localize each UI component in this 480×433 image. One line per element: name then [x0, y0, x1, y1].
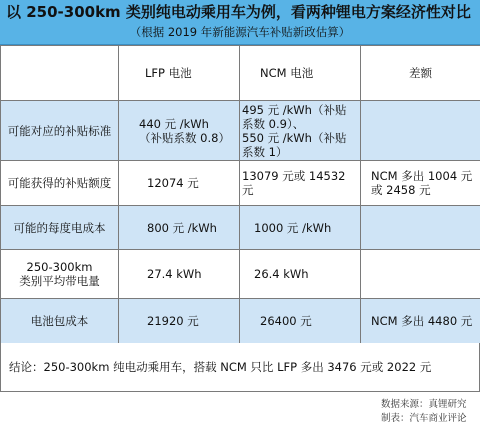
diff-line: NCM 多出 1004 元 — [371, 169, 473, 183]
row-label — [1, 250, 119, 299]
table-maker: 制表：汽车商业评论 — [381, 413, 467, 424]
row-label-line: 可能对应的补贴标准 — [7, 123, 112, 138]
ncm-cell — [240, 299, 361, 344]
diff-cell — [361, 101, 480, 161]
table-row — [1, 161, 480, 206]
ncm-line: 26.4 kWh — [254, 267, 309, 281]
ncm-line: 550 元 /kWh（补贴 — [242, 130, 347, 145]
source-note — [381, 398, 477, 426]
diff-cell — [361, 250, 480, 299]
lfp-line: 21920 元 — [147, 314, 199, 328]
main-title: 以 250-300km 类别纯电动乘用车为例，看两种锂电方案经济性对比 — [6, 3, 471, 21]
row-label — [1, 161, 119, 206]
ncm-line: 13079 元或 14532 — [242, 169, 346, 183]
header-blank — [1, 46, 119, 101]
lfp-line: 440 元 /kWh — [139, 116, 209, 131]
ncm-line: 1000 元 /kWh — [254, 220, 332, 235]
lfp-line: 12074 元 — [147, 176, 199, 190]
row-label — [1, 206, 119, 250]
table-row — [1, 206, 480, 250]
ncm-cell — [240, 161, 361, 206]
diff-line: 或 2458 元 — [371, 183, 431, 197]
title-banner — [0, 0, 480, 45]
row-label-line: 可能获得的补贴额度 — [7, 176, 112, 190]
conclusion-text: 结论：250-300km 纯电动乘用车，搭载 NCM 只比 LFP 多出 3476 元或 2022 元 — [0, 343, 480, 392]
header-lfp: LFP 电池 — [119, 46, 240, 101]
row-label-line: 可能的每度电成本 — [13, 220, 106, 235]
lfp-cell — [119, 101, 240, 161]
lfp-cell — [119, 250, 240, 299]
header-ncm: NCM 电池 — [240, 46, 361, 101]
comparison-table — [0, 45, 480, 344]
data-source: 数据来源：真锂研究 — [381, 399, 467, 410]
ncm-line: 26400 元 — [260, 314, 312, 328]
ncm-cell — [240, 206, 361, 250]
table-row — [1, 250, 480, 299]
diff-line: NCM 多出 4480 元 — [371, 314, 473, 328]
lfp-line: 800 元 /kWh — [147, 220, 217, 235]
lfp-line: （补贴系数 0.8） — [139, 130, 230, 145]
ncm-line: 元 — [242, 183, 254, 197]
row-label-line: 电池包成本 — [30, 314, 89, 328]
lfp-cell — [119, 161, 240, 206]
ncm-line: 495 元 /kWh（补贴 — [242, 102, 347, 117]
row-label — [1, 101, 119, 161]
row-label-line: 250-300km — [26, 260, 93, 274]
table-row — [1, 101, 480, 161]
diff-cell — [361, 206, 480, 250]
lfp-cell — [119, 206, 240, 250]
header-row — [1, 46, 480, 101]
sub-title: （根据 2019 年新能源汽车补贴新政估算） — [129, 25, 351, 39]
row-label — [1, 299, 119, 344]
header-diff: 差额 — [361, 46, 480, 101]
ncm-cell — [240, 250, 361, 299]
diff-cell — [361, 161, 480, 206]
table-row — [1, 299, 480, 344]
ncm-cell — [240, 101, 361, 161]
ncm-line: 系数 1） — [242, 144, 288, 159]
row-label-line: 类别平均带电量 — [19, 274, 100, 288]
diff-cell — [361, 299, 480, 344]
lfp-line: 27.4 kWh — [147, 267, 202, 281]
lfp-cell — [119, 299, 240, 344]
ncm-line: 系数 0.9）、 — [242, 116, 305, 131]
